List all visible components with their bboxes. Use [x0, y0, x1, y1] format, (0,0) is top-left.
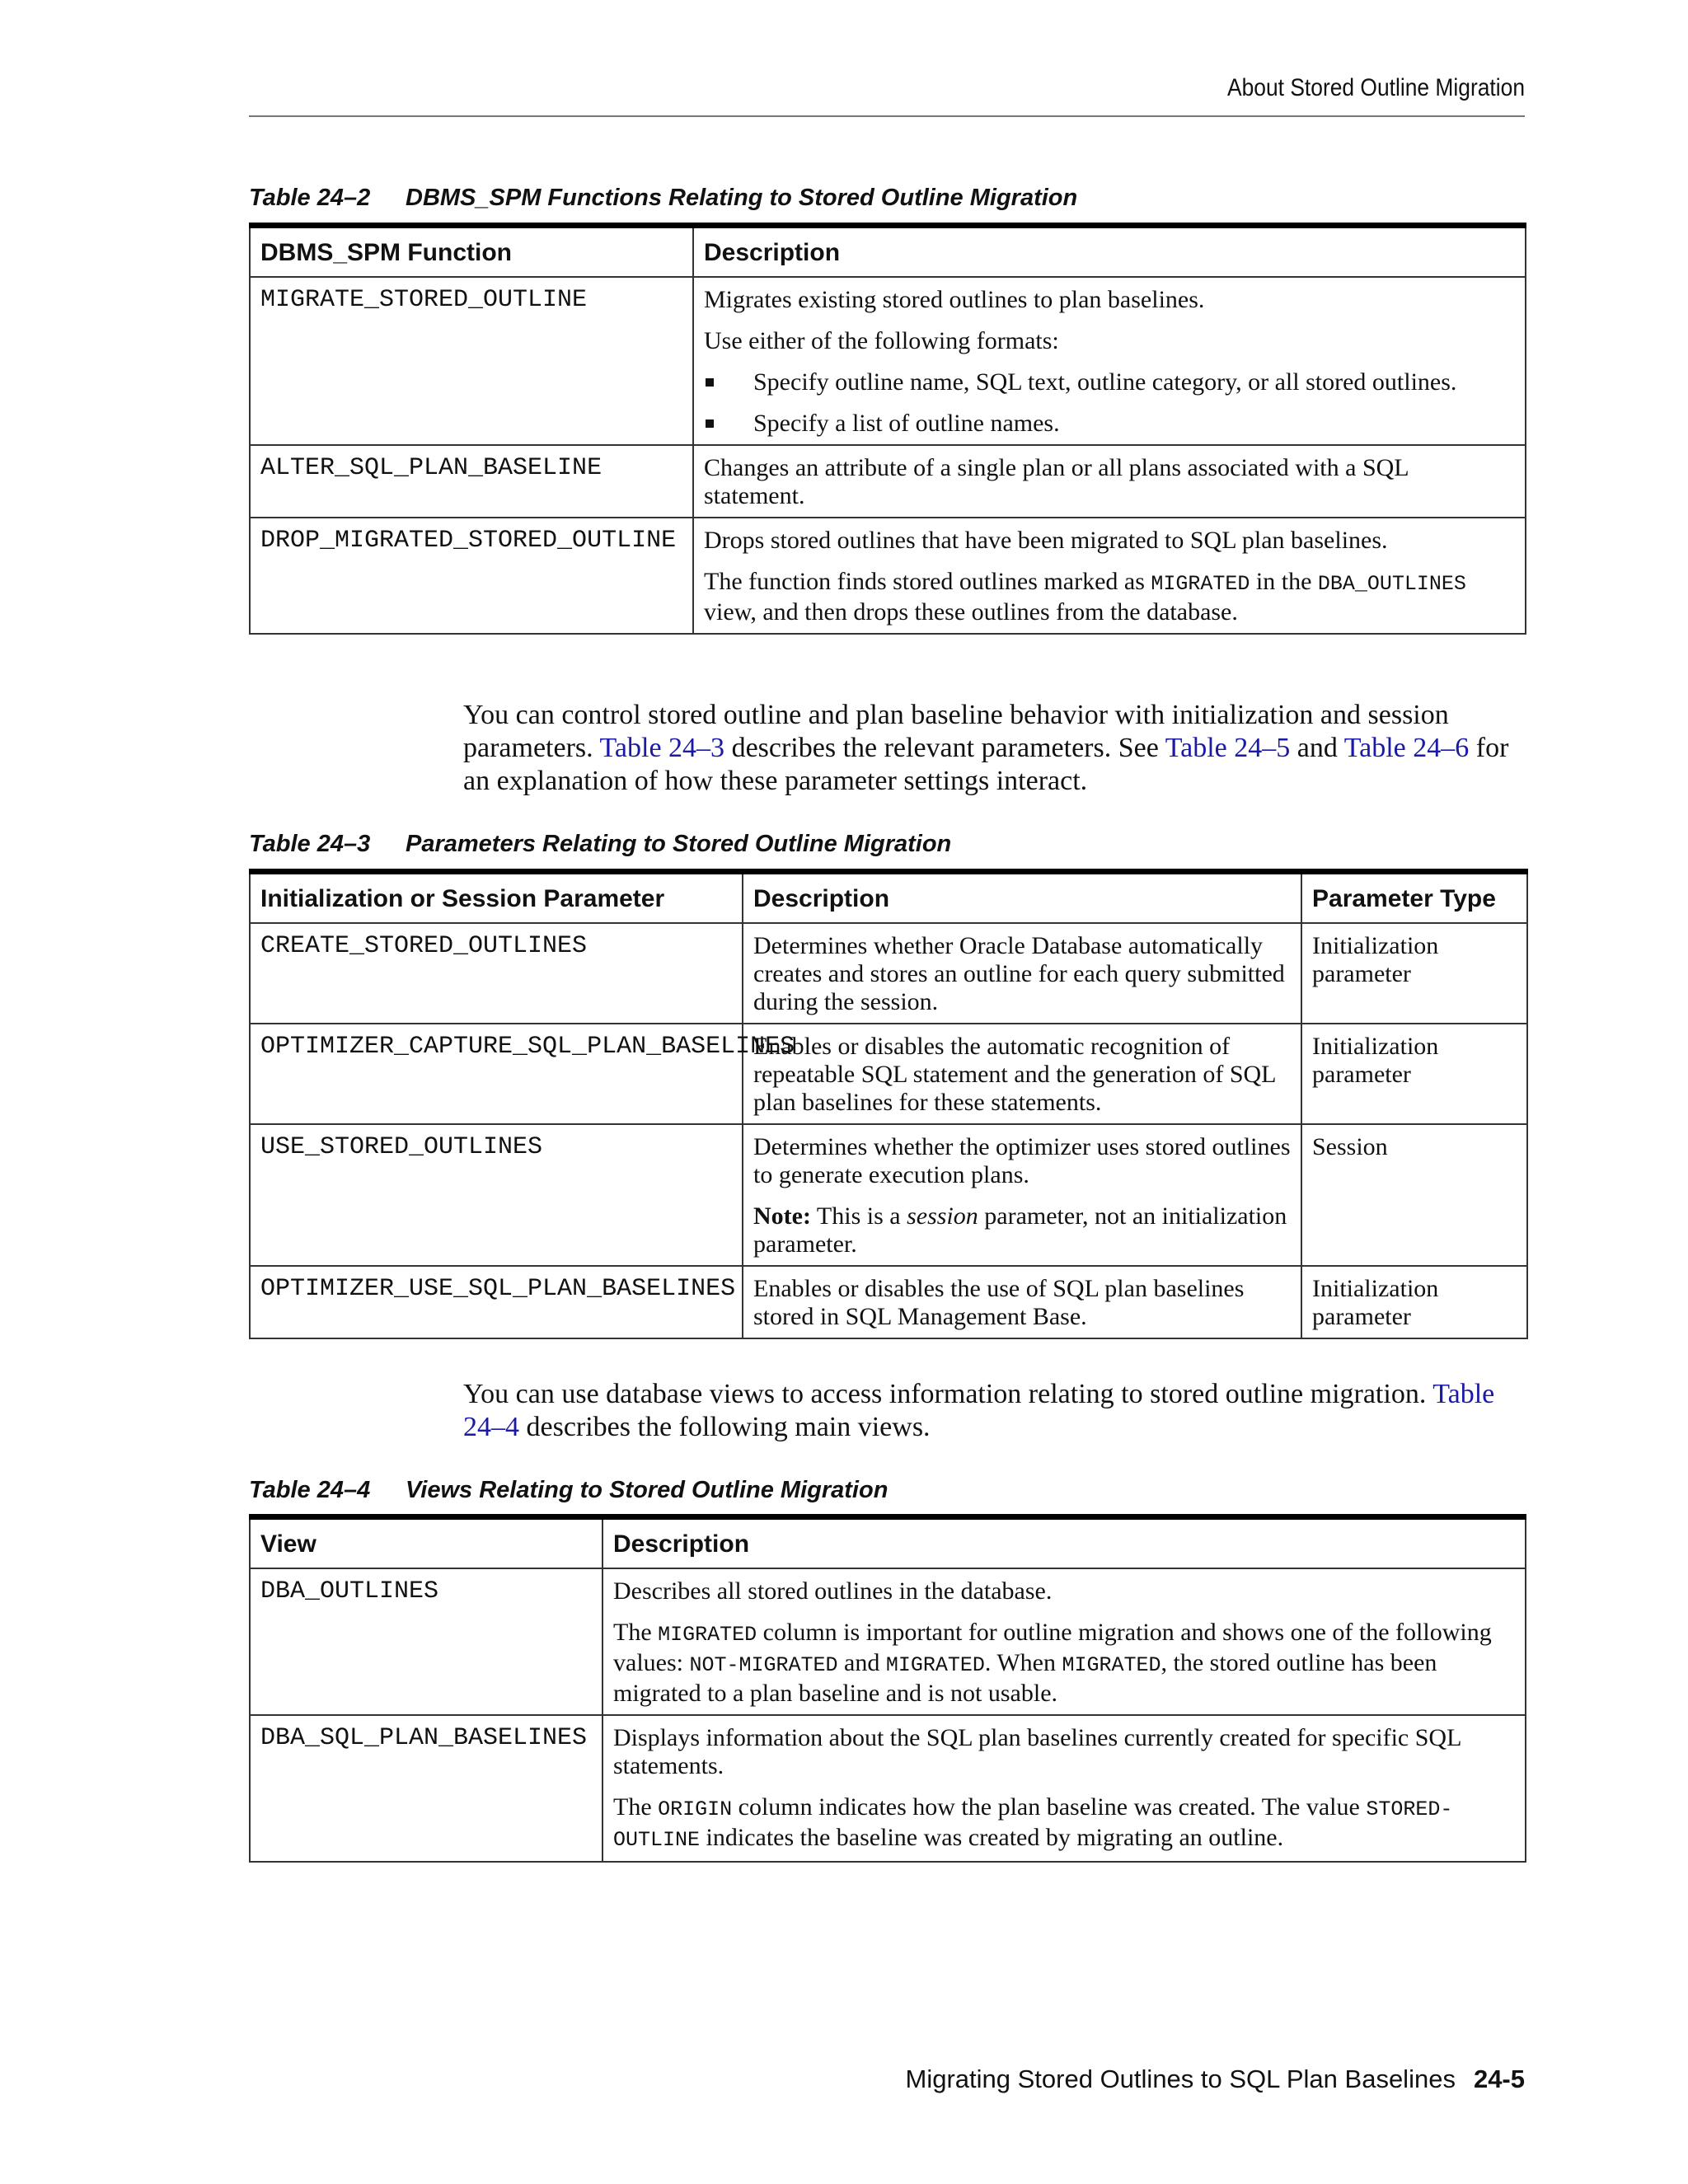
- table-header-row: [250, 226, 1526, 278]
- caption-title: Views Relating to Stored Outline Migration: [406, 1477, 889, 1503]
- table-row: [250, 1266, 1527, 1338]
- table-24-4-caption: [249, 1477, 888, 1504]
- inline-code: MIGRATED: [1062, 1653, 1161, 1677]
- column-header: Description: [693, 226, 1526, 278]
- text-run: describes the following main views.: [519, 1412, 931, 1442]
- caption-number: Table 24–2: [249, 185, 371, 211]
- text-run: column indicates how the plan baseline was created. The value: [732, 1793, 1367, 1821]
- parameter-type: Initialization parameter: [1301, 923, 1527, 1024]
- description-text: Drops stored outlines that have been migrated to SQL plan baselines.: [704, 527, 1388, 554]
- text-run: , the stored outline has been migrated to a plan baseline and is not usable.: [613, 1649, 1437, 1707]
- emphasis: session: [907, 1202, 978, 1230]
- table-row: [250, 518, 1526, 634]
- description-cell: [603, 1568, 1526, 1715]
- table-header-row: [250, 872, 1527, 924]
- column-header: Description: [743, 872, 1301, 924]
- table-row: [250, 1124, 1527, 1266]
- column-header: Description: [603, 1517, 1526, 1569]
- bullet-icon: [706, 419, 714, 428]
- table-24-3-link[interactable]: Table 24–3: [599, 733, 725, 763]
- description-cell: Enables or disables the automatic recognition of repeatable SQL statement and the generation of SQL plan baselines for these statements.: [743, 1024, 1301, 1124]
- column-header: Initialization or Session Parameter: [250, 872, 743, 924]
- function-name: ALTER_SQL_PLAN_BASELINE: [250, 445, 693, 518]
- description-text: Displays information about the SQL plan baselines currently created for specific SQL statements.: [613, 1724, 1461, 1779]
- note-text: [753, 1202, 1291, 1258]
- table-header-row: [250, 1517, 1526, 1569]
- text-run: . When: [984, 1649, 1062, 1676]
- description-cell: [693, 445, 1526, 518]
- description-cell: [693, 277, 1526, 445]
- inline-code: NOT-MIGRATED: [689, 1653, 838, 1677]
- function-name: DROP_MIGRATED_STORED_OUTLINE: [250, 518, 693, 634]
- table-24-4: [249, 1514, 1526, 1863]
- view-name: DBA_SQL_PLAN_BASELINES: [250, 1715, 603, 1862]
- text-run: The: [613, 1619, 659, 1646]
- description-text: Migrates existing stored outlines to plan baselines.: [704, 286, 1205, 313]
- description-cell: [693, 518, 1526, 634]
- description-text: Determines whether the optimizer uses stored outlines to generate execution plans.: [753, 1133, 1291, 1188]
- table-24-3-caption: [249, 831, 951, 858]
- inline-code: MIGRATED: [658, 1623, 757, 1647]
- table-row: [250, 1715, 1526, 1862]
- text-run: view, and then drops these outlines from the database.: [704, 598, 1238, 626]
- table-24-4-link[interactable]: Table 24–4: [463, 1379, 1495, 1442]
- function-name: MIGRATE_STORED_OUTLINE: [250, 277, 693, 445]
- body-paragraph: [463, 699, 1535, 798]
- description-text: Describes all stored outlines in the database.: [613, 1577, 1053, 1605]
- list-item-text: Specify a list of outline names.: [753, 410, 1060, 437]
- caption-title: Parameters Relating to Stored Outline Migration: [406, 831, 952, 857]
- bullet-icon: [706, 378, 714, 387]
- table-row: [250, 277, 1526, 445]
- text-run: indicates the baseline was created by migrating an outline.: [700, 1824, 1284, 1851]
- text-run: You can use database views to access information relating to stored outline migration.: [463, 1379, 1433, 1409]
- text-run: The: [613, 1793, 659, 1821]
- text-run: for an explanation of how these parameter settings interact.: [463, 733, 1509, 796]
- description-text: [704, 568, 1515, 626]
- description-text: [613, 1793, 1515, 1854]
- inline-code: DBA_OUTLINES: [1317, 572, 1466, 596]
- description-cell: [743, 1124, 1301, 1266]
- description-text: Use either of the following formats:: [704, 327, 1059, 354]
- text-run: parameter, not an initialization parameter.: [753, 1202, 1287, 1258]
- table-24-3: [249, 869, 1528, 1339]
- description-cell: Determines whether Oracle Database automatically creates and stores an outline for each query submitted during the session.: [743, 923, 1301, 1024]
- description-cell: Enables or disables the use of SQL plan baselines stored in SQL Management Base.: [743, 1266, 1301, 1338]
- parameter-type: Initialization parameter: [1301, 1266, 1527, 1338]
- running-head: About Stored Outline Migration: [1226, 74, 1525, 101]
- table-24-5-link[interactable]: Table 24–5: [1165, 733, 1291, 763]
- caption-number: Table 24–3: [249, 831, 371, 857]
- chapter-title: Migrating Stored Outlines to SQL Plan Baselines: [905, 2064, 1456, 2093]
- column-header: DBMS_SPM Function: [250, 226, 693, 278]
- text-run: You can control stored outline and plan baseline behavior with initialization and session parameters.: [463, 700, 1449, 763]
- parameter-name: CREATE_STORED_OUTLINES: [250, 923, 743, 1024]
- inline-code: MIGRATED: [1151, 572, 1250, 596]
- table-row: [250, 445, 1526, 518]
- column-header: View: [250, 1517, 603, 1569]
- table-24-2: [249, 223, 1526, 635]
- table-24-2-caption: [249, 185, 1077, 212]
- text-run: in the: [1250, 568, 1318, 595]
- note-label: Note:: [753, 1202, 811, 1230]
- table-24-6-link[interactable]: Table 24–6: [1343, 733, 1470, 763]
- list-item: [704, 368, 1515, 396]
- page-number: 24-5: [1473, 2064, 1525, 2093]
- text-run: and: [1290, 733, 1344, 763]
- list-item-text: Specify outline name, SQL text, outline category, or all stored outlines.: [753, 368, 1457, 396]
- parameter-type: Initialization parameter: [1301, 1024, 1527, 1124]
- table-row: [250, 923, 1527, 1024]
- text-run: The function finds stored outlines marked as: [704, 568, 1151, 595]
- format-list: [704, 368, 1515, 438]
- caption-title: DBMS_SPM Functions Relating to Stored Outline Migration: [406, 185, 1078, 211]
- view-name: DBA_OUTLINES: [250, 1568, 603, 1715]
- text-run: column is important for outline migration and shows one of the following values:: [613, 1619, 1492, 1676]
- column-header: Parameter Type: [1301, 872, 1527, 924]
- caption-number: Table 24–4: [249, 1477, 371, 1503]
- description-text: [613, 1619, 1515, 1708]
- list-item: [704, 410, 1515, 438]
- parameter-name: OPTIMIZER_USE_SQL_PLAN_BASELINES: [250, 1266, 743, 1338]
- text-run: describes the relevant parameters. See: [724, 733, 1165, 763]
- description-text: Changes an attribute of a single plan or all plans associated with a SQL statement.: [704, 454, 1409, 509]
- text-run: and: [837, 1649, 886, 1676]
- description-cell: [603, 1715, 1526, 1862]
- page-footer: [249, 2064, 1525, 2094]
- body-paragraph: [463, 1378, 1535, 1444]
- parameter-name: USE_STORED_OUTLINES: [250, 1124, 743, 1266]
- parameter-type: Session: [1301, 1124, 1527, 1266]
- table-row: [250, 1024, 1527, 1124]
- inline-code: ORIGIN: [658, 1797, 733, 1821]
- inline-code: MIGRATED: [885, 1653, 985, 1677]
- parameter-name: OPTIMIZER_CAPTURE_SQL_PLAN_BASELINES: [250, 1024, 743, 1124]
- header-rule: [249, 115, 1525, 117]
- text-run: This is a: [810, 1202, 907, 1230]
- table-row: [250, 1568, 1526, 1715]
- inline-code: STORED-OUTLINE: [613, 1797, 1453, 1852]
